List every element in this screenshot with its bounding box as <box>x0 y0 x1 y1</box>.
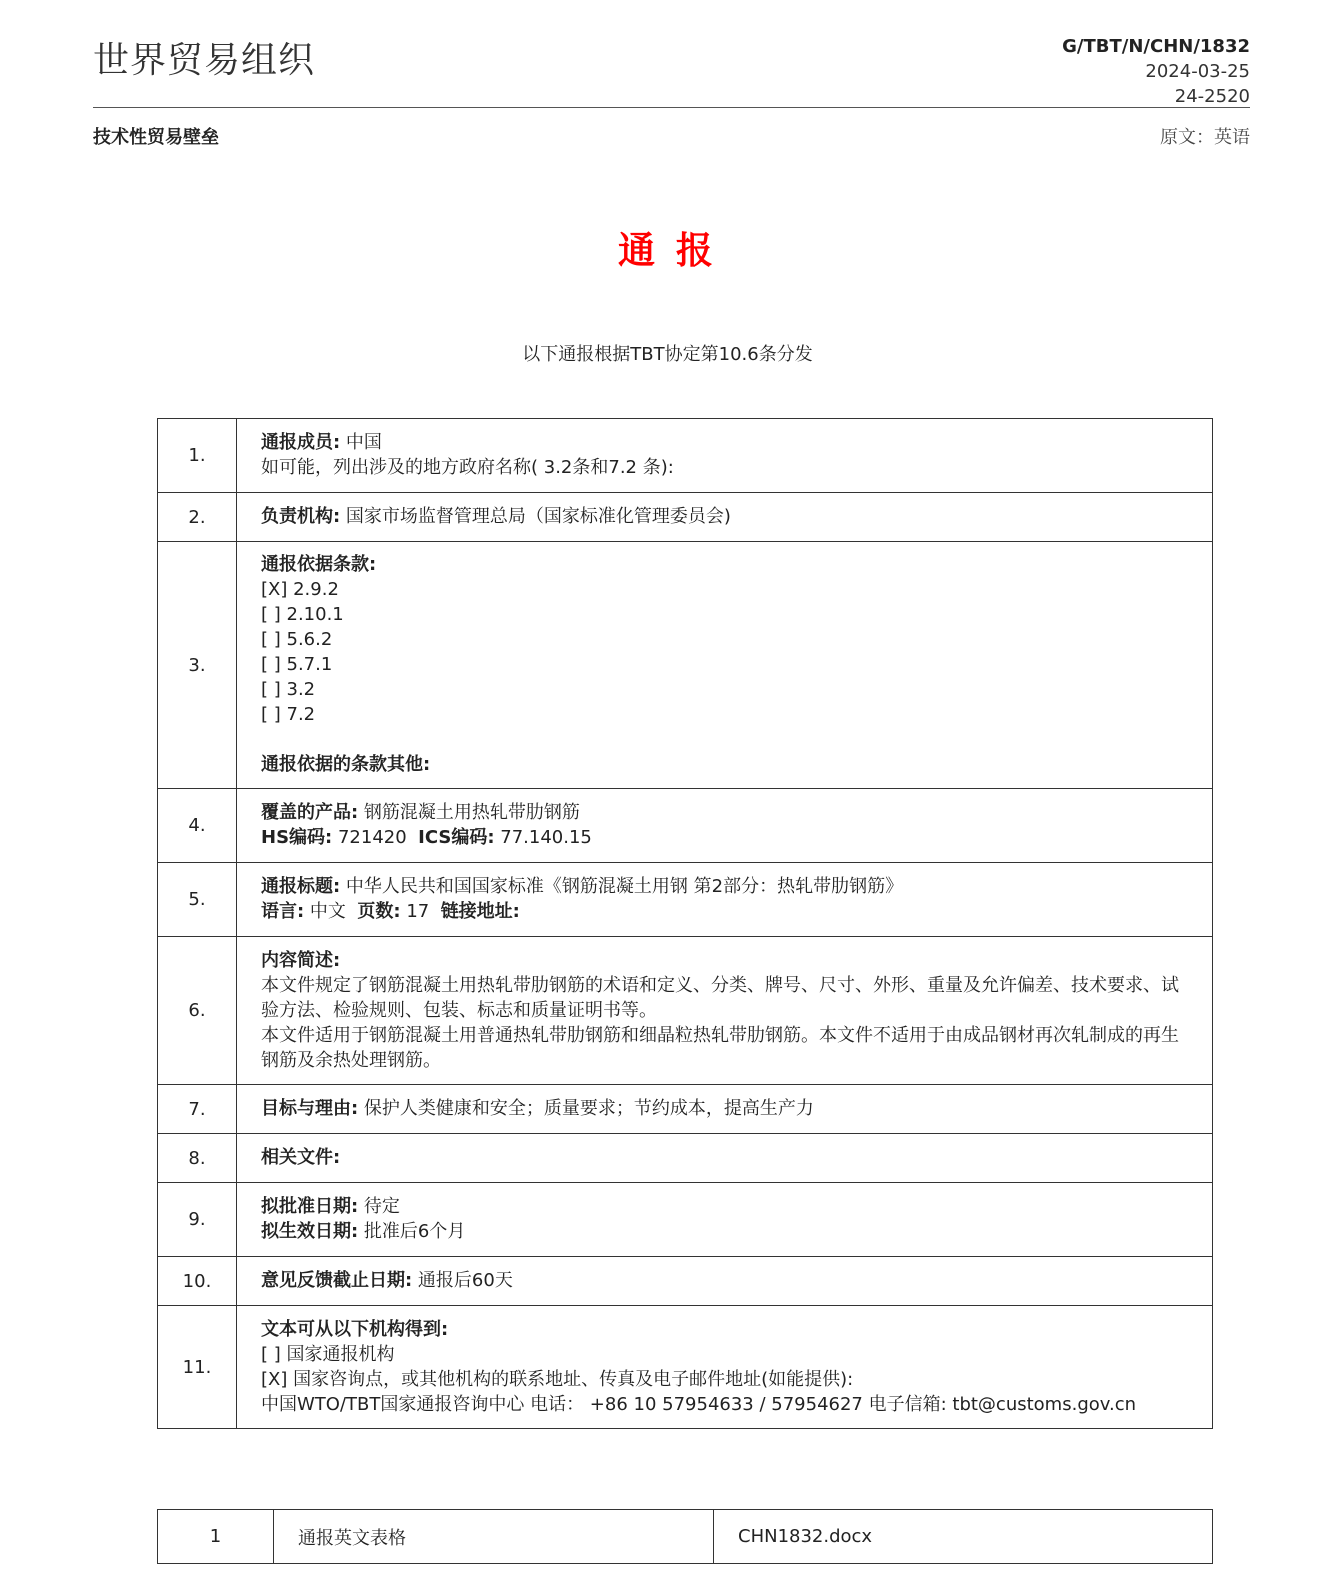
original-language: 原文：英语 <box>1160 127 1250 148</box>
link-label: 链接地址: <box>440 901 520 922</box>
attachment-row <box>158 1510 1213 1564</box>
row-number: 6. <box>158 937 237 1085</box>
row-content <box>237 863 1213 937</box>
agency-value: 国家市场监督管理总局（国家标准化管理委员会) <box>340 506 731 527</box>
basis-label: 通报依据条款: <box>261 554 377 575</box>
table-row <box>158 1306 1213 1429</box>
row-content <box>237 1085 1213 1134</box>
language-label: 语言: <box>261 901 305 922</box>
row-number: 10. <box>158 1257 237 1306</box>
doc-meta <box>1062 34 1250 109</box>
attachment-table <box>157 1509 1213 1564</box>
local-gov-text: 如可能，列出涉及的地方政府名称( 3.2条和7.2 条): <box>261 457 674 478</box>
effective-date-label: 拟生效日期: <box>261 1221 359 1242</box>
ics-value: 77.140.15 <box>494 827 592 848</box>
attachment-description: 通报英文表格 <box>274 1510 714 1564</box>
row-number: 8. <box>158 1134 237 1183</box>
basis-option: [ ] 5.7.1 <box>261 654 333 675</box>
objective-label: 目标与理由: <box>261 1098 359 1119</box>
table-row <box>158 789 1213 863</box>
row-number: 5. <box>158 863 237 937</box>
row-content <box>237 937 1213 1085</box>
products-label: 覆盖的产品: <box>261 802 359 823</box>
table-row <box>158 493 1213 542</box>
doc-date: 2024-03-25 <box>1145 61 1250 82</box>
doc-reference: G/TBT/N/CHN/1832 <box>1062 36 1250 57</box>
row-number: 7. <box>158 1085 237 1134</box>
pages-value: 17 <box>400 901 430 922</box>
description-paragraph: 本文件适用于钢筋混凝土用普通热轧带肋钢筋和细晶粒热轧带肋钢筋。本文件不适用于由成品钢材再次轧制成的再生钢筋及余热处理钢筋。 <box>261 1024 1179 1071</box>
language-value: 中文 <box>304 901 346 922</box>
row-number: 2. <box>158 493 237 542</box>
contact-info: 中国WTO/TBT国家通报咨询中心 电话： +86 10 57954633 / 57954627 电子信箱: tbt@customs.gov.cn <box>261 1393 1137 1415</box>
basis-option: [ ] 7.2 <box>261 704 316 725</box>
basis-option: [X] 2.9.2 <box>261 579 339 600</box>
title-value: 中华人民共和国国家标准《钢筋混凝土用钢 第2部分：热轧带肋钢筋》 <box>340 876 904 897</box>
hs-value: 721420 <box>332 827 407 848</box>
attachment-file-link[interactable]: CHN1832.docx <box>714 1510 1213 1564</box>
row-number: 4. <box>158 789 237 863</box>
row-content <box>237 1183 1213 1257</box>
row-content <box>237 1134 1213 1183</box>
table-row <box>158 1134 1213 1183</box>
approval-date-value: 待定 <box>358 1196 400 1217</box>
basis-option: [ ] 3.2 <box>261 679 316 700</box>
row-content <box>237 419 1213 493</box>
attachment-number: 1 <box>158 1510 274 1564</box>
table-row <box>158 542 1213 789</box>
notice-title: 通 报 <box>618 229 717 272</box>
row-content <box>237 1306 1213 1429</box>
effective-date-value: 批准后6个月 <box>358 1221 466 1242</box>
availability-label: 文本可从以下机构得到: <box>261 1318 449 1340</box>
header-divider <box>93 107 1250 108</box>
availability-option: [X] 国家咨询点，或其他机构的联系地址、传真及电子邮件地址(如能提供): <box>261 1368 854 1390</box>
agency-label: 负责机构: <box>261 506 341 527</box>
row-content <box>237 542 1213 789</box>
approval-date-label: 拟批准日期: <box>261 1196 359 1217</box>
member-label: 通报成员: <box>261 432 341 453</box>
basis-option: [ ] 2.10.1 <box>261 604 344 625</box>
table-row <box>158 863 1213 937</box>
deadline-label: 意见反馈截止日期: <box>261 1270 413 1291</box>
ics-label: ICS编码: <box>418 827 495 848</box>
spacer <box>261 727 1192 752</box>
row-content <box>237 493 1213 542</box>
documents-label: 相关文件: <box>261 1147 341 1168</box>
description-paragraph: 本文件规定了钢筋混凝土用热轧带肋钢筋的术语和定义、分类、牌号、尺寸、外形、重量及允许偏差、技术要求、试验方法、检验规则、包装、标志和质量证明书等。 <box>261 974 1179 1021</box>
description-label: 内容简述: <box>261 949 341 971</box>
notification-table <box>157 418 1213 1429</box>
table-row <box>158 419 1213 493</box>
row-number: 1. <box>158 419 237 493</box>
objective-value: 保护人类健康和安全；质量要求；节约成本，提高生产力 <box>358 1098 814 1119</box>
doc-number: 24-2520 <box>1174 86 1250 107</box>
committee-name: 技术性贸易壁垒 <box>93 127 219 148</box>
title-label: 通报标题: <box>261 876 341 897</box>
row-number: 3. <box>158 542 237 789</box>
products-value: 钢筋混凝土用热轧带肋钢筋 <box>358 802 580 823</box>
table-row <box>158 937 1213 1085</box>
deadline-value: 通报后60天 <box>412 1270 513 1291</box>
row-content <box>237 1257 1213 1306</box>
member-value: 中国 <box>340 432 382 453</box>
table-row <box>158 1183 1213 1257</box>
table-row <box>158 1085 1213 1134</box>
intro-text: 以下通报根据TBT协定第10.6条分发 <box>522 344 813 365</box>
table-row <box>158 1257 1213 1306</box>
hs-label: HS编码: <box>261 827 333 848</box>
basis-option: [ ] 5.6.2 <box>261 629 333 650</box>
org-name: 世界贸易组织 <box>93 40 316 81</box>
row-number: 11. <box>158 1306 237 1429</box>
row-content <box>237 789 1213 863</box>
basis-other-label: 通报依据的条款其他: <box>261 754 431 775</box>
row-number: 9. <box>158 1183 237 1257</box>
availability-option: [ ] 国家通报机构 <box>261 1343 395 1365</box>
pages-label: 页数: <box>357 901 401 922</box>
